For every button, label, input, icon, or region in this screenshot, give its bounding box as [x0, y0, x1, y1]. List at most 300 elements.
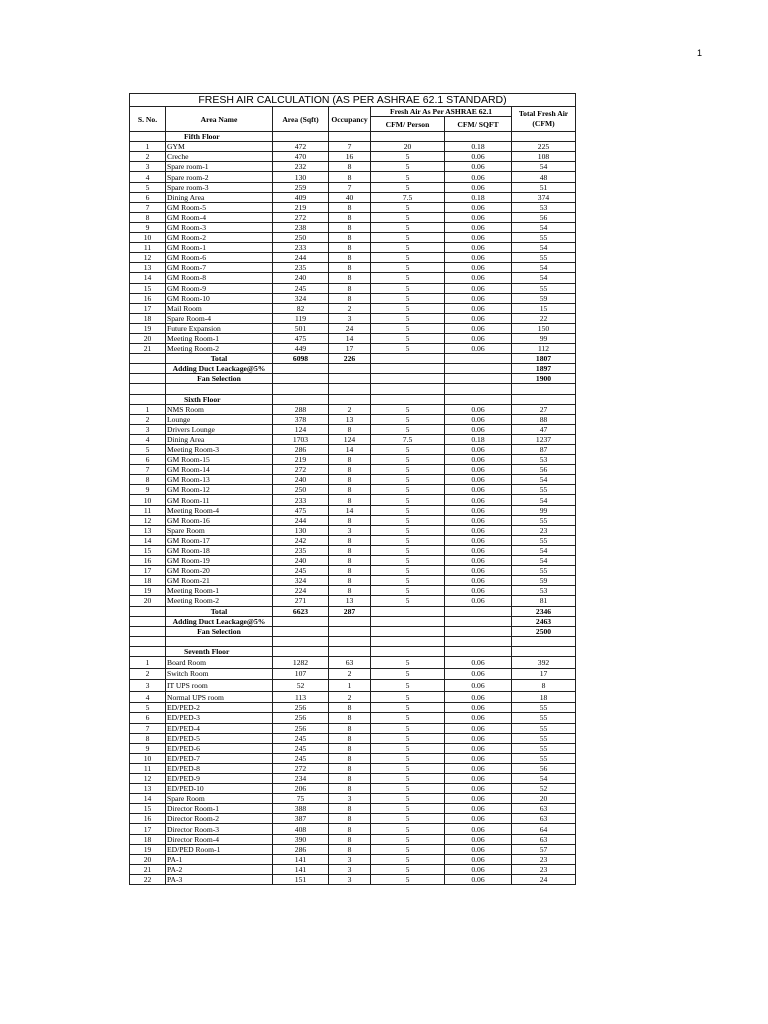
cell-total-cfm: 22 [512, 313, 576, 323]
cell-area: 124 [273, 424, 329, 434]
cell-area: 119 [273, 313, 329, 323]
cell-total-cfm: 54 [512, 243, 576, 253]
cell-cfm-sqft: 0.06 [445, 834, 512, 844]
cell-total-cfm: 55 [512, 485, 576, 495]
cell-area-name: Meeting Room-1 [166, 586, 273, 596]
cell-area: 256 [273, 713, 329, 723]
cell-total-cfm: 108 [512, 152, 576, 162]
cell-occupancy: 226 [329, 354, 371, 364]
cell-cfm-sqft: 0.06 [445, 824, 512, 834]
cell-area: 324 [273, 576, 329, 586]
cell-occupancy: 8 [329, 495, 371, 505]
cell-cfm-person: 5 [371, 273, 445, 283]
cell-area: 408 [273, 824, 329, 834]
cell-area-name: PA-2 [166, 864, 273, 874]
cell-occupancy: 8 [329, 703, 371, 713]
cell-total-cfm [512, 384, 576, 394]
cell-area-name: ED/PED-7 [166, 753, 273, 763]
cell-cfm-sqft [445, 132, 512, 142]
cell-area-name: GM Room-16 [166, 515, 273, 525]
cell-total-cfm: 23 [512, 525, 576, 535]
cell-cfm-person: 5 [371, 814, 445, 824]
cell-cfm-sqft: 0.06 [445, 545, 512, 555]
cell-total-cfm: 64 [512, 824, 576, 834]
cell-cfm-sqft: 0.06 [445, 723, 512, 733]
cell-cfm-person [371, 394, 445, 404]
cell-total-cfm: 56 [512, 212, 576, 222]
cell-occupancy: 8 [329, 774, 371, 784]
cell-cfm-sqft: 0.06 [445, 233, 512, 243]
cell-area-name: Spare room-3 [166, 182, 273, 192]
cell-area-name: Lounge [166, 414, 273, 424]
table-row [130, 703, 576, 713]
cell-total-cfm: 20 [512, 794, 576, 804]
cell-sno: 19 [130, 844, 166, 854]
cell-area: 232 [273, 162, 329, 172]
cell-sno: 19 [130, 586, 166, 596]
cell-cfm-sqft [445, 626, 512, 636]
cell-area-name: GM Room-8 [166, 273, 273, 283]
cell-cfm-person: 5 [371, 293, 445, 303]
cell-cfm-person: 5 [371, 455, 445, 465]
table-row [130, 182, 576, 192]
table-row [130, 680, 576, 692]
cell-area [273, 394, 329, 404]
cell-area: 6098 [273, 354, 329, 364]
cell-area-name: GM Room-19 [166, 556, 273, 566]
cell-cfm-person: 5 [371, 152, 445, 162]
cell-area: 130 [273, 172, 329, 182]
cell-cfm-sqft: 0.06 [445, 753, 512, 763]
cell-cfm-sqft: 0.06 [445, 844, 512, 854]
cell-occupancy: 8 [329, 834, 371, 844]
cell-sno: 1 [130, 142, 166, 152]
cell-cfm-person [371, 606, 445, 616]
cell-occupancy: 8 [329, 713, 371, 723]
cell-occupancy: 16 [329, 152, 371, 162]
cell-cfm-sqft: 0.06 [445, 445, 512, 455]
cell-cfm-person: 5 [371, 713, 445, 723]
cell-sno: 7 [130, 202, 166, 212]
cell-sno [130, 132, 166, 142]
cell-cfm-person [371, 616, 445, 626]
cell-cfm-sqft: 0.06 [445, 668, 512, 680]
cell-cfm-sqft: 0.06 [445, 733, 512, 743]
table-row [130, 445, 576, 455]
cell-occupancy: 8 [329, 222, 371, 232]
cell-sno: 2 [130, 152, 166, 162]
cell-total-cfm: 1900 [512, 374, 576, 384]
cell-area: 107 [273, 668, 329, 680]
cell-area: 245 [273, 733, 329, 743]
table-row [130, 525, 576, 535]
cell-sno: 18 [130, 834, 166, 844]
cell-area: 141 [273, 854, 329, 864]
cell-area-name: Meeting Room-2 [166, 344, 273, 354]
cell-occupancy: 14 [329, 505, 371, 515]
cell-cfm-sqft: 0.06 [445, 182, 512, 192]
cell-occupancy [329, 132, 371, 142]
cell-area: 1282 [273, 656, 329, 668]
table-row [130, 824, 576, 834]
cell-total-cfm: 51 [512, 182, 576, 192]
cell-area-name: GM Room-20 [166, 566, 273, 576]
cell-area: 286 [273, 445, 329, 455]
cell-area [273, 374, 329, 384]
cell-total-cfm: 63 [512, 804, 576, 814]
cell-area: 271 [273, 596, 329, 606]
cell-area-name [166, 384, 273, 394]
table-row [130, 784, 576, 794]
cell-total-cfm: 55 [512, 723, 576, 733]
cell-occupancy: 8 [329, 162, 371, 172]
cell-area: 240 [273, 273, 329, 283]
cell-area-name: GYM [166, 142, 273, 152]
cell-area-name: Director Room-4 [166, 834, 273, 844]
cell-cfm-person: 5 [371, 525, 445, 535]
cell-sno: 21 [130, 864, 166, 874]
table-row [130, 283, 576, 293]
cell-occupancy: 8 [329, 723, 371, 733]
cell-cfm-person: 5 [371, 586, 445, 596]
cell-total-cfm: 112 [512, 344, 576, 354]
cell-area-name: Spare Room [166, 525, 273, 535]
cell-occupancy: 8 [329, 424, 371, 434]
cell-sno: 3 [130, 162, 166, 172]
cell-area: 288 [273, 404, 329, 414]
cell-area-name: Fan Selection [166, 374, 273, 384]
table-row [130, 212, 576, 222]
cell-occupancy: 63 [329, 656, 371, 668]
cell-area: 206 [273, 784, 329, 794]
cell-area-name: ED/PED Room-1 [166, 844, 273, 854]
cell-cfm-person: 5 [371, 303, 445, 313]
cell-occupancy [329, 384, 371, 394]
cell-area-name: IT UPS room [166, 680, 273, 692]
cell-area-name: ED/PED-4 [166, 723, 273, 733]
total-row [130, 354, 576, 364]
cell-cfm-person: 5 [371, 212, 445, 222]
section-header-row [130, 132, 576, 142]
cell-area: 250 [273, 485, 329, 495]
cell-cfm-sqft: 0.06 [445, 212, 512, 222]
cell-cfm-person: 20 [371, 142, 445, 152]
cell-total-cfm: 63 [512, 814, 576, 824]
cell-occupancy: 2 [329, 303, 371, 313]
cell-cfm-person: 5 [371, 485, 445, 495]
cell-area: 52 [273, 680, 329, 692]
cell-cfm-person: 5 [371, 344, 445, 354]
cell-cfm-sqft [445, 394, 512, 404]
cell-total-cfm: 23 [512, 864, 576, 874]
cell-cfm-sqft: 0.06 [445, 874, 512, 884]
cell-occupancy: 8 [329, 212, 371, 222]
cell-total-cfm: 2500 [512, 626, 576, 636]
cell-sno: 14 [130, 535, 166, 545]
cell-cfm-person: 5 [371, 733, 445, 743]
cell-area-name: GM Room-12 [166, 485, 273, 495]
cell-cfm-sqft: 0.06 [445, 455, 512, 465]
cell-area: 6623 [273, 606, 329, 616]
table-row [130, 576, 576, 586]
cell-total-cfm: 1237 [512, 434, 576, 444]
table-row [130, 243, 576, 253]
table-row [130, 864, 576, 874]
cell-total-cfm: 8 [512, 680, 576, 692]
table-row [130, 172, 576, 182]
cell-cfm-sqft: 0.18 [445, 192, 512, 202]
cell-area-name: GM Room-1 [166, 243, 273, 253]
table-row [130, 515, 576, 525]
cell-cfm-person: 5 [371, 864, 445, 874]
cell-occupancy: 8 [329, 283, 371, 293]
cell-occupancy: 17 [329, 344, 371, 354]
cell-cfm-sqft: 0.06 [445, 566, 512, 576]
cell-cfm-person: 5 [371, 844, 445, 854]
cell-cfm-person [371, 646, 445, 656]
cell-cfm-sqft: 0.06 [445, 515, 512, 525]
cell-area-name: GM Room-15 [166, 455, 273, 465]
cell-area-name: Spare Room-4 [166, 313, 273, 323]
cell-occupancy: 8 [329, 515, 371, 525]
cell-area-name [166, 636, 273, 646]
table-row [130, 253, 576, 263]
cell-cfm-sqft: 0.06 [445, 465, 512, 475]
cell-total-cfm: 27 [512, 404, 576, 414]
table-row [130, 834, 576, 844]
cell-area: 245 [273, 566, 329, 576]
table-row [130, 723, 576, 733]
cell-occupancy [329, 394, 371, 404]
cell-cfm-person: 5 [371, 202, 445, 212]
title-row [130, 94, 576, 107]
table-row [130, 556, 576, 566]
cell-cfm-person: 5 [371, 313, 445, 323]
cell-sno: 15 [130, 545, 166, 555]
cell-area: 472 [273, 142, 329, 152]
cell-total-cfm: 392 [512, 656, 576, 668]
cell-cfm-person: 5 [371, 414, 445, 424]
cell-cfm-sqft [445, 606, 512, 616]
cell-total-cfm: 53 [512, 202, 576, 212]
cell-occupancy: 124 [329, 434, 371, 444]
cell-sno: 17 [130, 566, 166, 576]
cell-total-cfm: 23 [512, 854, 576, 864]
cell-area: 409 [273, 192, 329, 202]
cell-cfm-person: 5 [371, 723, 445, 733]
cell-total-cfm: 55 [512, 566, 576, 576]
cell-area: 244 [273, 253, 329, 263]
cell-cfm-sqft: 0.06 [445, 172, 512, 182]
cell-sno: 10 [130, 753, 166, 763]
cell-total-cfm: 81 [512, 596, 576, 606]
cell-sno: 13 [130, 263, 166, 273]
cell-area: 259 [273, 182, 329, 192]
cell-cfm-sqft: 0.06 [445, 505, 512, 515]
cell-cfm-person: 5 [371, 576, 445, 586]
table-row [130, 656, 576, 668]
table-row [130, 404, 576, 414]
cell-area: 130 [273, 525, 329, 535]
table-row [130, 273, 576, 283]
cell-area: 475 [273, 505, 329, 515]
cell-area-name: Sixth Floor [166, 394, 273, 404]
cell-cfm-sqft: 0.06 [445, 344, 512, 354]
cell-sno: 7 [130, 465, 166, 475]
cell-cfm-sqft: 0.06 [445, 576, 512, 586]
cell-total-cfm: 55 [512, 753, 576, 763]
cell-occupancy: 8 [329, 455, 371, 465]
cell-area: 82 [273, 303, 329, 313]
table-row [130, 202, 576, 212]
cell-occupancy: 13 [329, 596, 371, 606]
cell-occupancy: 8 [329, 172, 371, 182]
cell-occupancy: 8 [329, 263, 371, 273]
cell-occupancy [329, 636, 371, 646]
cell-occupancy: 8 [329, 243, 371, 253]
cell-cfm-sqft [445, 354, 512, 364]
header-occupancy: Occupancy [329, 107, 371, 132]
cell-cfm-sqft [445, 384, 512, 394]
cell-sno: 11 [130, 243, 166, 253]
cell-cfm-sqft: 0.06 [445, 680, 512, 692]
table-row [130, 804, 576, 814]
cell-occupancy: 3 [329, 854, 371, 864]
cell-cfm-person: 5 [371, 824, 445, 834]
table-row [130, 142, 576, 152]
header-area-name: Area Name [166, 107, 273, 132]
cell-area: 75 [273, 794, 329, 804]
table-row [130, 162, 576, 172]
cell-occupancy: 8 [329, 586, 371, 596]
cell-sno: 16 [130, 556, 166, 566]
cell-area: 272 [273, 465, 329, 475]
cell-cfm-sqft [445, 364, 512, 374]
table-row [130, 535, 576, 545]
header-sno: S. No. [130, 107, 166, 132]
cell-area-name: Normal UPS room [166, 691, 273, 703]
cell-sno: 17 [130, 824, 166, 834]
cell-cfm-sqft: 0.06 [445, 243, 512, 253]
cell-cfm-sqft: 0.06 [445, 556, 512, 566]
cell-cfm-person: 5 [371, 874, 445, 884]
cell-total-cfm: 54 [512, 263, 576, 273]
cell-sno [130, 384, 166, 394]
cell-occupancy: 2 [329, 404, 371, 414]
cell-total-cfm: 55 [512, 515, 576, 525]
cell-area: 151 [273, 874, 329, 884]
cell-cfm-person: 5 [371, 854, 445, 864]
cell-total-cfm: 55 [512, 743, 576, 753]
cell-total-cfm: 54 [512, 273, 576, 283]
cell-area [273, 364, 329, 374]
cell-area: 388 [273, 804, 329, 814]
cell-occupancy: 8 [329, 804, 371, 814]
header-row-1 [130, 107, 576, 117]
cell-area: 240 [273, 556, 329, 566]
cell-cfm-sqft: 0.06 [445, 313, 512, 323]
cell-total-cfm: 88 [512, 414, 576, 424]
cell-total-cfm: 24 [512, 874, 576, 884]
cell-area: 245 [273, 743, 329, 753]
cell-sno: 12 [130, 774, 166, 784]
leakage-row [130, 364, 576, 374]
cell-area-name: ED/PED-2 [166, 703, 273, 713]
cell-sno: 2 [130, 668, 166, 680]
header-total: Total Fresh Air (CFM) [512, 107, 576, 132]
cell-occupancy: 2 [329, 691, 371, 703]
cell-sno: 16 [130, 293, 166, 303]
cell-cfm-sqft [445, 374, 512, 384]
cell-sno [130, 646, 166, 656]
cell-total-cfm: 18 [512, 691, 576, 703]
cell-cfm-person: 5 [371, 182, 445, 192]
cell-area-name: GM Room-14 [166, 465, 273, 475]
cell-occupancy: 3 [329, 525, 371, 535]
cell-occupancy: 8 [329, 743, 371, 753]
cell-total-cfm: 63 [512, 834, 576, 844]
cell-occupancy: 8 [329, 753, 371, 763]
cell-sno: 12 [130, 515, 166, 525]
cell-sno: 9 [130, 743, 166, 753]
cell-cfm-person: 5 [371, 445, 445, 455]
table-row [130, 475, 576, 485]
cell-total-cfm: 59 [512, 576, 576, 586]
cell-occupancy: 8 [329, 545, 371, 555]
cell-sno: 22 [130, 874, 166, 884]
cell-total-cfm: 55 [512, 535, 576, 545]
cell-area: 245 [273, 283, 329, 293]
table-row [130, 691, 576, 703]
cell-cfm-person: 5 [371, 691, 445, 703]
cell-occupancy: 3 [329, 794, 371, 804]
cell-area-name: GM Room-13 [166, 475, 273, 485]
cell-area: 378 [273, 414, 329, 424]
cell-occupancy [329, 626, 371, 636]
cell-area-name: Director Room-2 [166, 814, 273, 824]
cell-cfm-sqft [445, 646, 512, 656]
cell-total-cfm [512, 394, 576, 404]
cell-area-name: GM Room-10 [166, 293, 273, 303]
table-row [130, 313, 576, 323]
cell-sno: 4 [130, 172, 166, 182]
cell-cfm-person: 5 [371, 323, 445, 333]
cell-cfm-person: 5 [371, 222, 445, 232]
cell-area-name: ED/PED-10 [166, 784, 273, 794]
cell-occupancy: 14 [329, 445, 371, 455]
cell-cfm-sqft: 0.06 [445, 854, 512, 864]
cell-cfm-person: 5 [371, 834, 445, 844]
table-row [130, 713, 576, 723]
cell-sno: 6 [130, 455, 166, 465]
cell-total-cfm: 55 [512, 713, 576, 723]
cell-area: 234 [273, 774, 329, 784]
cell-cfm-person: 5 [371, 515, 445, 525]
cell-area-name: Meeting Room-1 [166, 333, 273, 343]
cell-cfm-person [371, 626, 445, 636]
cell-area-name: ED/PED-6 [166, 743, 273, 753]
cell-total-cfm: 52 [512, 784, 576, 794]
table-row [130, 434, 576, 444]
cell-sno: 19 [130, 323, 166, 333]
cell-sno [130, 616, 166, 626]
cell-sno: 14 [130, 794, 166, 804]
cell-sno: 15 [130, 283, 166, 293]
cell-occupancy: 3 [329, 874, 371, 884]
cell-cfm-person: 5 [371, 804, 445, 814]
cell-occupancy: 8 [329, 273, 371, 283]
cell-cfm-sqft: 0.06 [445, 703, 512, 713]
